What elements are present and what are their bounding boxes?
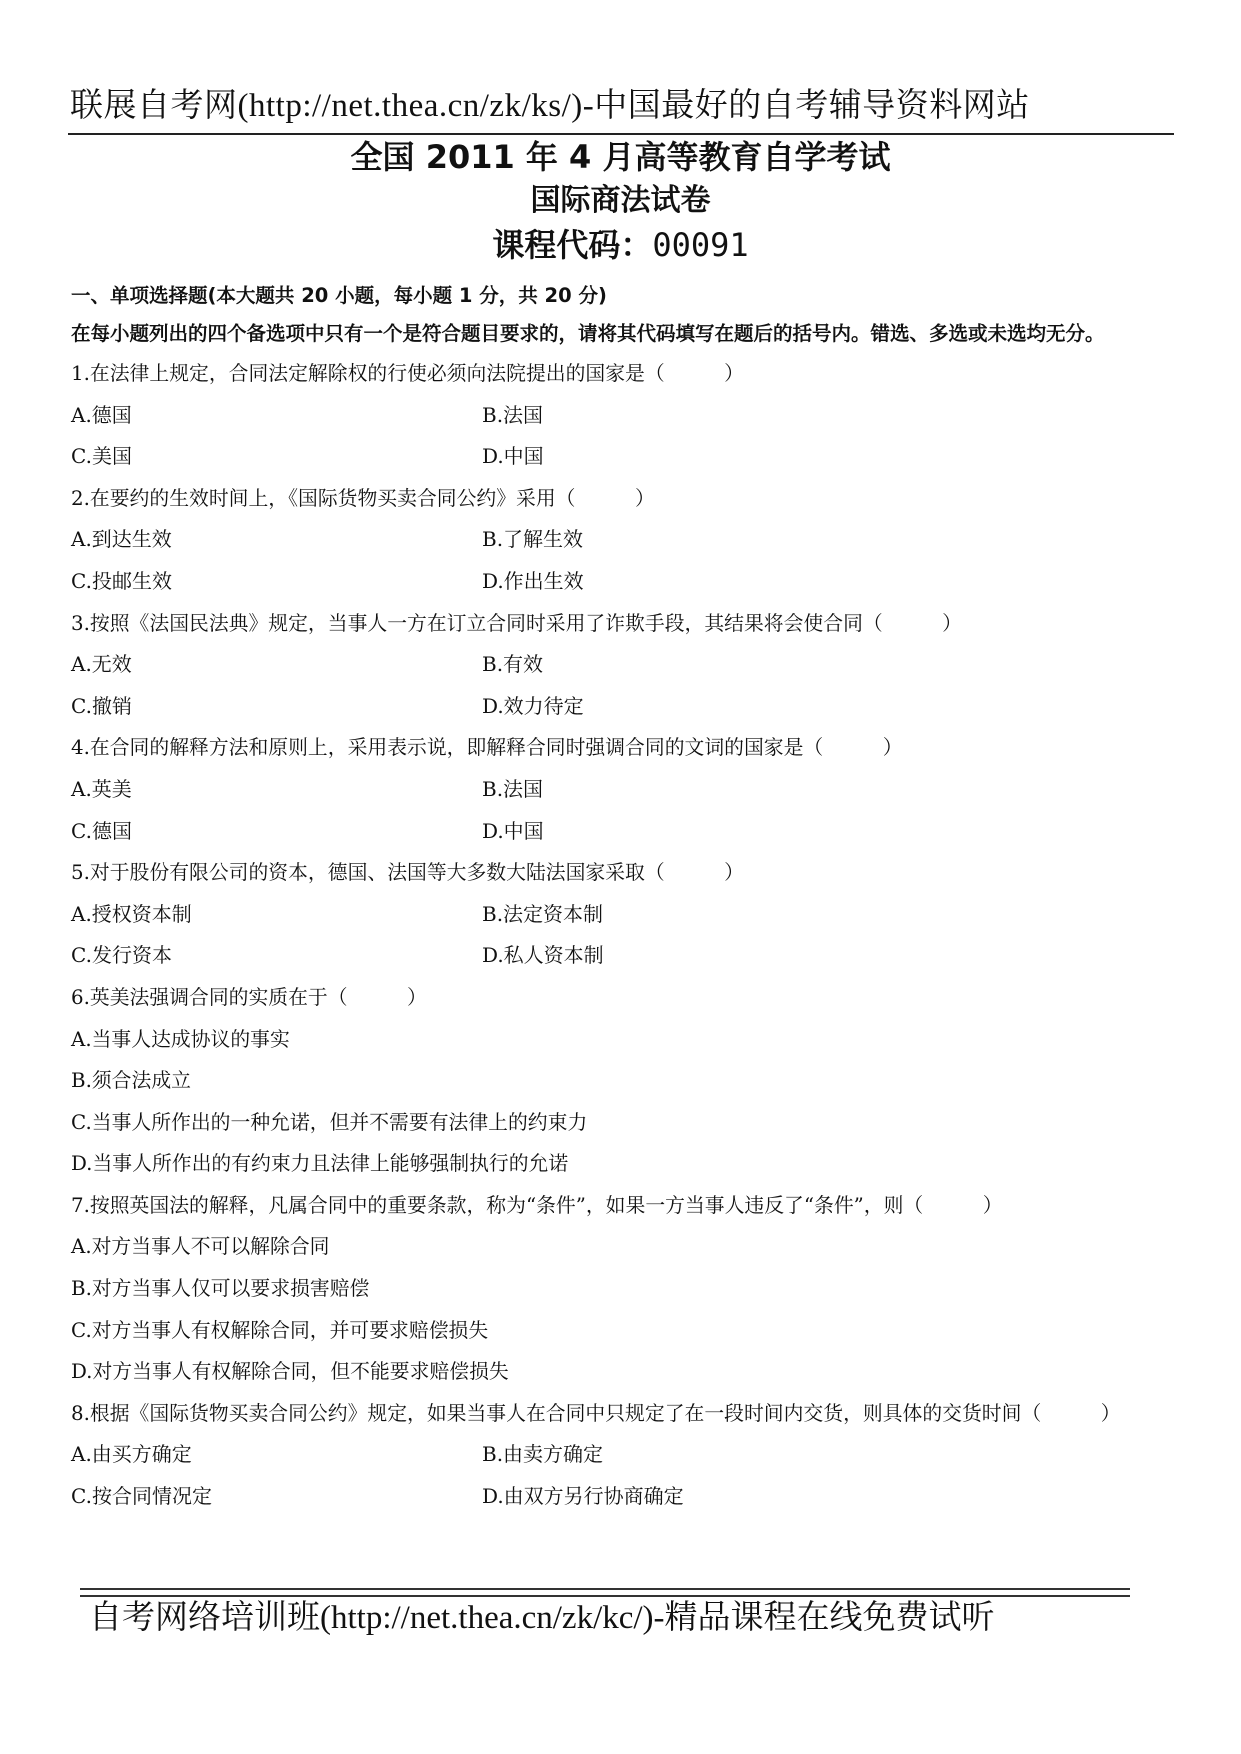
option: B.对方当事人仅可以要求损害赔偿	[71, 1276, 370, 1301]
site-footer: 自考网络培训班(http://net.thea.cn/zk/kc/)-精品课程在线免费试听	[89, 1600, 995, 1636]
option-row	[71, 519, 1191, 561]
option: C.当事人所作出的一种允诺，但并不需要有法律上的约束力	[71, 1109, 588, 1134]
option: A.英美	[71, 776, 132, 801]
option: C.美国	[71, 444, 132, 469]
question-stem: 6.英美法强调合同的实质在于（ ）	[71, 984, 427, 1009]
question-stem: 2.在要约的生效时间上，《国际货物买卖合同公约》采用（ ）	[71, 485, 655, 510]
option: D.由双方另行协商确定	[482, 1484, 684, 1509]
section-heading: 一、单项选择题(本大题共 20 小题，每小题 1 分，共 20 分)	[71, 284, 607, 307]
option-row	[71, 644, 1191, 686]
option: D.中国	[482, 444, 544, 469]
option: B.有效	[482, 652, 544, 677]
paper-title: 国际商法试卷	[530, 183, 711, 218]
option: B.由卖方确定	[482, 1442, 604, 1467]
option: C.投邮生效	[71, 568, 172, 593]
question-stem: 4.在合同的解释方法和原则上，采用表示说，即解释合同时强调合同的文词的国家是（ ）	[71, 735, 903, 760]
option: B.法国	[482, 776, 544, 801]
question-section	[71, 277, 1191, 1518]
option: B.法定资本制	[482, 901, 604, 926]
option: B.了解生效	[482, 527, 584, 552]
option-row	[71, 935, 1191, 977]
question-stem: 1.在法律上规定，合同法定解除权的行使必须向法院提出的国家是（ ）	[71, 361, 744, 385]
option: A.对方当事人不可以解除合同	[71, 1234, 330, 1259]
option: C.按合同情况定	[71, 1484, 212, 1509]
question-stem: 5.对于股份有限公司的资本，德国、法国等大多数大陆法国家采取（ ）	[71, 860, 744, 885]
option-row	[71, 1476, 1191, 1518]
option: C.撤销	[71, 693, 132, 718]
option-row	[71, 395, 1191, 437]
option-row	[71, 561, 1191, 603]
option: A.到达生效	[71, 527, 172, 552]
question-stem: 8.根据《国际货物买卖合同公约》规定，如果当事人在合同中只规定了在一段时间内交货，则具体的交货时间（ ）	[71, 1400, 1121, 1425]
footer-divider	[80, 1588, 1130, 1597]
option: D.作出生效	[482, 568, 584, 593]
course-code	[0, 224, 1241, 266]
option: A.由买方确定	[71, 1442, 192, 1467]
question-stem: 3.按照《法国民法典》规定，当事人一方在订立合同时采用了诈欺手段，其结果将会使合同（ ）	[71, 610, 963, 635]
option-row	[71, 894, 1191, 936]
question-stem: 7.按照英国法的解释，凡属合同中的重要条款，称为“条件”，如果一方当事人违反了“条件”，则（ ）	[71, 1192, 1003, 1217]
exam-title: 全国 2011 年 4 月高等教育自学考试	[350, 138, 891, 176]
option: C.对方当事人有权解除合同，并可要求赔偿损失	[71, 1317, 489, 1342]
option: B.法国	[482, 402, 544, 427]
option: A.授权资本制	[71, 901, 192, 926]
option: A.当事人达成协议的事实	[71, 1026, 290, 1051]
course-code-value: 00091	[652, 226, 749, 264]
course-code-label: 课程代码：	[492, 226, 653, 264]
header-divider	[68, 133, 1174, 135]
option-row	[71, 1434, 1191, 1476]
option: D.中国	[482, 818, 544, 843]
option: D.效力待定	[482, 693, 584, 718]
option-row	[71, 436, 1191, 478]
site-header: 联展自考网(http://net.thea.cn/zk/ks/)-中国最好的自考辅导资料网站	[70, 88, 1030, 124]
option: C.德国	[71, 818, 132, 843]
option: A.德国	[71, 402, 132, 427]
option: D.对方当事人有权解除合同，但不能要求赔偿损失	[71, 1359, 509, 1384]
option: C.发行资本	[71, 943, 172, 968]
option: D.当事人所作出的有约束力且法律上能够强制执行的允诺	[71, 1151, 569, 1176]
option-row	[71, 769, 1191, 811]
option: B.须合法成立	[71, 1068, 191, 1093]
section-instruction: 在每小题列出的四个备选项中只有一个是符合题目要求的，请将其代码填写在题后的括号内。错选、多选或未选均无分。	[71, 322, 1105, 345]
option-row	[71, 686, 1191, 728]
option: D.私人资本制	[482, 943, 604, 968]
option-row	[71, 811, 1191, 853]
option: A.无效	[71, 652, 132, 677]
